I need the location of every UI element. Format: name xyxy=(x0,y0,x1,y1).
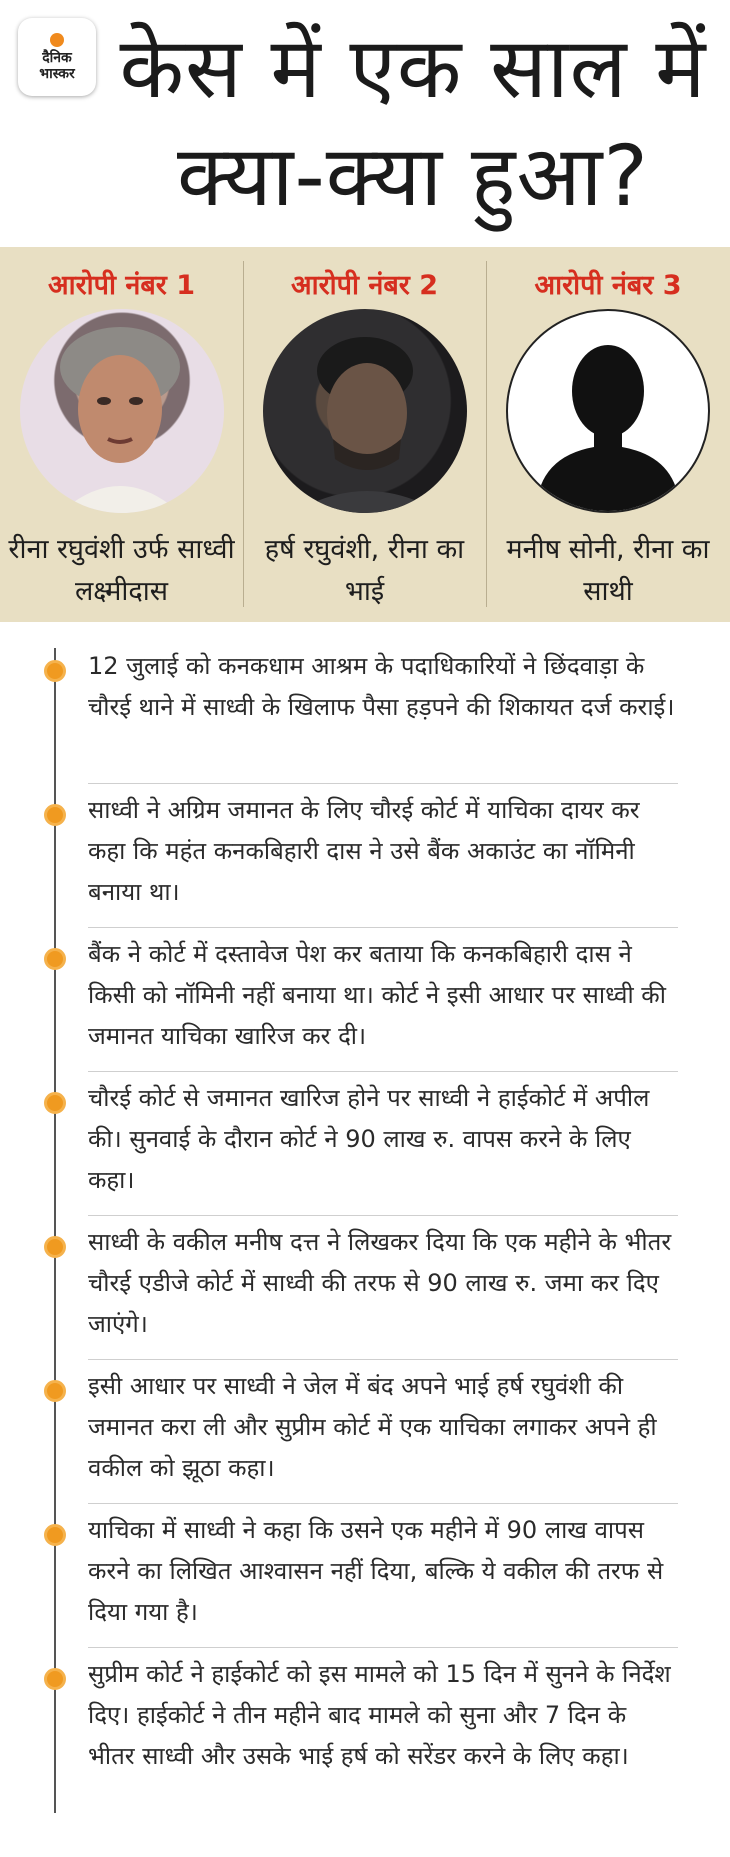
divider xyxy=(88,927,678,928)
timeline-event-text: 12 जुलाई को कनकधाम आश्रम के पदाधिकारियों ने छिंदवाड़ा के चौरई थाने में साध्वी के खिलाफ पैसा हड़पने की शिकायत दर्ज कराई। xyxy=(88,652,675,721)
timeline-event-text: साध्वी ने अग्रिम जमानत के लिए चौरई कोर्ट में याचिका दायर कर कहा कि महंत कनकबिहारी दास ने उसे बैंक अकाउंट का नॉमिनी बनाया था। xyxy=(88,796,640,906)
timeline-dot xyxy=(44,660,66,682)
timeline-event-text: चौरई कोर्ट से जमानत खारिज होने पर साध्वी ने हाईकोर्ट में अपील की। सुनवाई के दौरान कोर्ट ने 90 लाख रु. वापस करने के लिए कहा। xyxy=(88,1084,650,1194)
timeline-dot xyxy=(44,948,66,970)
header xyxy=(0,0,730,247)
timeline-dot xyxy=(44,804,66,826)
timeline-dot xyxy=(44,1668,66,1690)
timeline-event-text: बैंक ने कोर्ट में दस्तावेज पेश कर बताया कि कनकबिहारी दास ने किसी को नॉमिनी नहीं बनाया था। कोर्ट ने इसी आधार पर साध्वी की जमानत याचिका खारिज कर दी। xyxy=(88,940,666,1050)
title-line-1: केस में एक साल में xyxy=(119,19,707,117)
timeline-dot xyxy=(44,1092,66,1114)
timeline-event-text: सुप्रीम कोर्ट ने हाईकोर्ट को इस मामले को 15 दिन में सुनने के निर्देश दिए। हाईकोर्ट ने तीन महीने बाद मामले को सुना और 7 दिन के भीतर साध्वी और उसके भाई हर्ष को सरेंडर करने के लिए कहा। xyxy=(88,1660,671,1770)
accused-photo xyxy=(20,309,224,513)
timeline-event-text: साध्वी के वकील मनीष दत्त ने लिखकर दिया कि एक महीने के भीतर चौरई एडीजे कोर्ट में साध्वी की तरफ से 90 लाख रु. जमा कर दिए जाएंगे। xyxy=(88,1228,672,1338)
accused-label: आरोपी नंबर 3 xyxy=(534,270,682,301)
accused-card-1 xyxy=(0,247,243,622)
person-silhouette-icon xyxy=(508,311,708,511)
timeline-dot xyxy=(44,1524,66,1546)
logo-text-line1: दैनिक xyxy=(42,49,72,66)
accused-photo-placeholder xyxy=(506,309,710,513)
timeline xyxy=(0,622,730,1857)
accused-label: आरोपी नंबर 1 xyxy=(48,270,195,301)
accused-name: मनीष सोनी, रीना का साथी xyxy=(506,534,710,607)
timeline-event-text: इसी आधार पर साध्वी ने जेल में बंद अपने भाई हर्ष रघुवंशी की जमानत करा ली और सुप्रीम कोर्ट में एक याचिका लगाकर अपने ही वकील को झूठा कहा। xyxy=(88,1372,657,1482)
dainik-bhaskar-logo xyxy=(18,18,96,96)
accused-panel xyxy=(0,247,730,622)
sun-icon xyxy=(50,33,64,47)
divider xyxy=(88,1647,678,1648)
divider xyxy=(88,1215,678,1216)
timeline-dot xyxy=(44,1380,66,1402)
timeline-dot xyxy=(44,1236,66,1258)
accused-card-2 xyxy=(243,247,486,622)
logo-text-line2: भास्कर xyxy=(39,65,75,82)
accused-name: हर्ष रघुवंशी, रीना का भाई xyxy=(264,534,465,607)
divider xyxy=(88,783,678,784)
accused-name: रीना रघुवंशी उर्फ साध्वी लक्ष्मीदास xyxy=(8,534,235,607)
person-photo-icon xyxy=(20,309,224,513)
title-line-2: क्या-क्या हुआ? xyxy=(177,127,649,225)
person-photo-icon xyxy=(263,309,467,513)
divider xyxy=(88,1071,678,1072)
accused-label: आरोपी नंबर 2 xyxy=(291,270,438,301)
page-title xyxy=(108,14,718,230)
timeline-event-text: याचिका में साध्वी ने कहा कि उसने एक महीने में 90 लाख वापस करने का लिखित आश्वासन नहीं दिया, बल्कि ये वकील की तरफ से दिया गया है। xyxy=(88,1516,664,1626)
accused-card-3 xyxy=(486,247,730,622)
accused-photo xyxy=(263,309,467,513)
divider xyxy=(88,1503,678,1504)
divider xyxy=(88,1359,678,1360)
